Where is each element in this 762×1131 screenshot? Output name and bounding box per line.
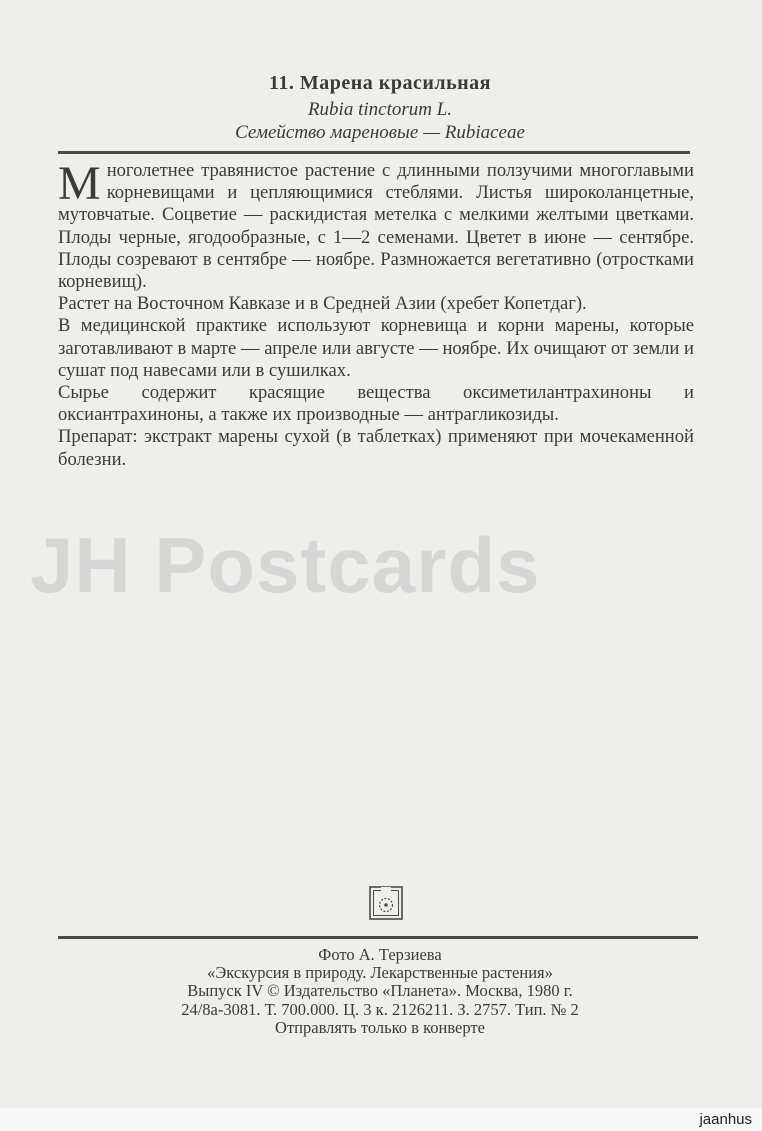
family-name: Семейство мареновые — Rubiaceae	[235, 122, 525, 143]
imprint	[60, 946, 700, 1037]
watermark: JH Postcards	[30, 521, 541, 609]
mailing-note: Отправлять только в конверте	[275, 1017, 485, 1037]
top-divider	[58, 151, 690, 154]
paragraph-usage: В медицинской практике используют корневища и корни марены, которые заготавливают в марте — апреле или августе — ноябре. Их очищают от земли и сушат под навесами или в сушилках.	[58, 315, 694, 381]
paragraph-description	[58, 157, 694, 293]
dropcap: М	[58, 157, 101, 210]
paragraph-composition: Сырье содержит красящие вещества оксиметилантрахиноны и оксиантрахиноны, а также их производные — антрагликозиды.	[58, 382, 694, 426]
site-credit: jaanhus	[699, 1111, 752, 1128]
footer-strip	[0, 1108, 762, 1131]
print-details: 24/8а-3081. Т. 700.000. Ц. 3 к. 2126211. З. 2757. Тип. № 2	[181, 999, 579, 1019]
paragraph-1-text: ноголетнее травянистое растение с длинными ползучими многоглавыми корневищами и цепляющимися стеблями. Листья широколанцетные, мутовчатые. Соцветие — раскидистая метелка с мелкими желтыми цветками. Плоды черные, ягодообразные, с 1—2 семенами. Цветет в июне — сентябре. Плоды созревают в сентябре — ноябре. Размножается вегетативно (отростками корневищ).	[58, 160, 694, 293]
bottom-divider	[58, 936, 698, 939]
latin-name: Rubia tinctorum L.	[307, 99, 453, 120]
publisher-line: Выпуск IV © Издательство «Планета». Москва, 1980 г.	[187, 981, 573, 1001]
series-title: «Экскурсия в природу. Лекарственные растения»	[207, 963, 553, 983]
paragraph-preparation: Препарат: экстракт марены сухой (в таблетках) применяют при мочекаменной болезни.	[58, 426, 694, 470]
paragraph-habitat: Растет на Восточном Кавказе и в Средней Азии (хребет Копетдаг).	[58, 293, 587, 315]
publisher-logo-icon	[369, 886, 403, 920]
photo-credit: Фото А. Терзиева	[318, 945, 442, 964]
page-title: 11. Марена красильная	[269, 72, 491, 94]
description	[58, 157, 694, 471]
